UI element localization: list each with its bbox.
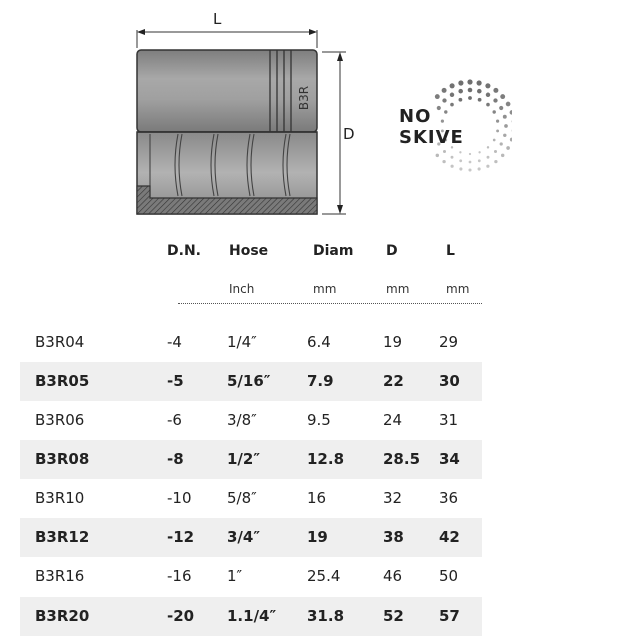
- logo-dot: [486, 165, 489, 168]
- cell-diam: 16: [307, 489, 327, 507]
- logo-dot: [468, 88, 473, 93]
- cell-dn: -20: [167, 607, 195, 625]
- cell-l: 36: [439, 489, 459, 507]
- logo-dot: [500, 94, 505, 99]
- cell-l: 31: [439, 411, 459, 429]
- logo-dot: [499, 106, 503, 110]
- cell-hose: 1.1/4″: [227, 607, 277, 625]
- logo-dot: [435, 94, 440, 99]
- logo-dot: [510, 138, 512, 142]
- logo-dot: [500, 142, 503, 145]
- cell-code: B3R05: [35, 372, 90, 390]
- cell-l: 34: [439, 450, 460, 468]
- logo-dot: [478, 159, 481, 162]
- cell-dn: -10: [167, 489, 192, 507]
- logo-dot: [506, 102, 511, 107]
- logo-dot: [459, 151, 461, 153]
- logo-dot: [493, 98, 497, 102]
- unit-hose: Inch: [229, 282, 255, 296]
- logo-dot: [459, 98, 463, 102]
- table-row: [20, 557, 482, 596]
- cell-code: B3R10: [35, 489, 85, 507]
- cell-hose: 5/16″: [227, 372, 271, 390]
- cell-hose: 1″: [227, 567, 243, 585]
- table-row: [20, 362, 482, 401]
- header-d: D: [386, 243, 398, 259]
- logo-dot: [486, 93, 490, 97]
- table-row: [20, 440, 482, 479]
- header-dn: D.N.: [167, 243, 201, 259]
- logo-dot: [468, 168, 471, 171]
- cell-l: 50: [439, 567, 459, 585]
- cell-hose: 1/4″: [227, 333, 257, 351]
- cell-code: B3R06: [35, 411, 85, 429]
- logo-dot: [485, 83, 490, 88]
- cell-d: 52: [383, 607, 404, 625]
- cell-d: 28.5: [383, 450, 421, 468]
- no-skive-logo: [396, 76, 512, 176]
- logo-dot: [504, 124, 508, 128]
- header-hose: Hose: [229, 243, 269, 259]
- table-row: [20, 401, 482, 440]
- logo-dot: [477, 80, 482, 85]
- cell-diam: 6.4: [307, 333, 331, 351]
- cell-code: B3R08: [35, 450, 90, 468]
- header-divider: [178, 303, 482, 304]
- cell-d: 32: [383, 489, 403, 507]
- unit-l: mm: [446, 282, 470, 296]
- cell-code: B3R20: [35, 607, 90, 625]
- logo-dot: [450, 93, 454, 97]
- logo-dot: [486, 103, 490, 107]
- logo-word-skive: SKIVE: [399, 127, 464, 148]
- logo-dot: [450, 83, 455, 88]
- logo-dot: [494, 160, 497, 163]
- logo-dot: [503, 134, 506, 137]
- logo-dot: [487, 156, 490, 159]
- dimension-l: [137, 29, 317, 48]
- logo-dot: [442, 160, 445, 163]
- cell-l: 42: [439, 528, 460, 546]
- logo-dot: [451, 165, 454, 168]
- header-diam: Diam: [313, 243, 354, 259]
- logo-dot: [441, 120, 444, 123]
- logo-dot: [467, 79, 472, 84]
- cell-dn: -5: [167, 372, 184, 390]
- cell-d: 38: [383, 528, 404, 546]
- logo-dot: [469, 161, 472, 164]
- logo-word-no: NO: [399, 106, 432, 127]
- cell-dn: -4: [167, 333, 182, 351]
- logo-dot: [478, 151, 480, 153]
- cell-diam: 25.4: [307, 567, 341, 585]
- logo-dot: [444, 110, 447, 113]
- logo-dot: [443, 150, 446, 153]
- cell-diam: 31.8: [307, 607, 345, 625]
- logo-dot: [442, 98, 446, 102]
- logo-dot: [469, 153, 471, 155]
- cell-hose: 3/8″: [227, 411, 257, 429]
- cell-hose: 1/2″: [227, 450, 261, 468]
- cell-l: 30: [439, 372, 460, 390]
- cell-dn: -6: [167, 411, 182, 429]
- logo-dot: [493, 139, 496, 142]
- cell-d: 24: [383, 411, 403, 429]
- logo-dot: [458, 80, 463, 85]
- ferrule-body: [137, 50, 317, 132]
- cell-dn: -16: [167, 567, 192, 585]
- cell-l: 29: [439, 333, 459, 351]
- table-row: [20, 518, 482, 557]
- dimension-d-label: D: [343, 125, 355, 143]
- cell-hose: 3/4″: [227, 528, 261, 546]
- logo-dot: [459, 167, 462, 170]
- logo-dot: [477, 89, 482, 94]
- logo-dot: [458, 89, 463, 94]
- logo-dot: [451, 156, 454, 159]
- unit-diam: mm: [313, 282, 337, 296]
- logo-dot: [510, 110, 512, 114]
- cell-code: B3R04: [35, 333, 85, 351]
- logo-dot: [459, 159, 462, 162]
- logo-dot: [478, 98, 482, 102]
- logo-dot: [478, 167, 481, 170]
- logo-dot: [493, 88, 498, 93]
- cell-dn: -12: [167, 528, 195, 546]
- cell-d: 46: [383, 567, 403, 585]
- logo-dot: [503, 115, 507, 119]
- logo-dot: [501, 154, 504, 157]
- cell-diam: 12.8: [307, 450, 345, 468]
- logo-dot: [506, 146, 510, 150]
- dimension-l-label: L: [213, 10, 222, 28]
- ferrule-section: [137, 132, 317, 214]
- unit-d: mm: [386, 282, 410, 296]
- logo-dot: [437, 106, 441, 110]
- part-marking: B3R: [297, 85, 311, 111]
- table-row: [20, 597, 482, 636]
- cell-d: 19: [383, 333, 403, 351]
- logo-dot: [442, 88, 447, 93]
- logo-dot: [487, 146, 489, 148]
- logo-dot: [494, 150, 497, 153]
- table-row: [20, 479, 482, 518]
- logo-dot: [468, 96, 472, 100]
- ferrule-drawing: [120, 10, 360, 225]
- cell-d: 22: [383, 372, 404, 390]
- cell-code: B3R12: [35, 528, 90, 546]
- cell-diam: 19: [307, 528, 328, 546]
- logo-dot: [492, 110, 495, 113]
- cell-diam: 9.5: [307, 411, 331, 429]
- logo-dot: [496, 120, 499, 123]
- logo-dot: [436, 154, 439, 157]
- logo-dot: [496, 129, 499, 132]
- logo-dot: [450, 103, 454, 107]
- header-l: L: [446, 243, 455, 259]
- cell-dn: -8: [167, 450, 184, 468]
- cell-code: B3R16: [35, 567, 85, 585]
- cell-diam: 7.9: [307, 372, 334, 390]
- table-row: [20, 323, 482, 362]
- cell-hose: 5/8″: [227, 489, 257, 507]
- cell-l: 57: [439, 607, 460, 625]
